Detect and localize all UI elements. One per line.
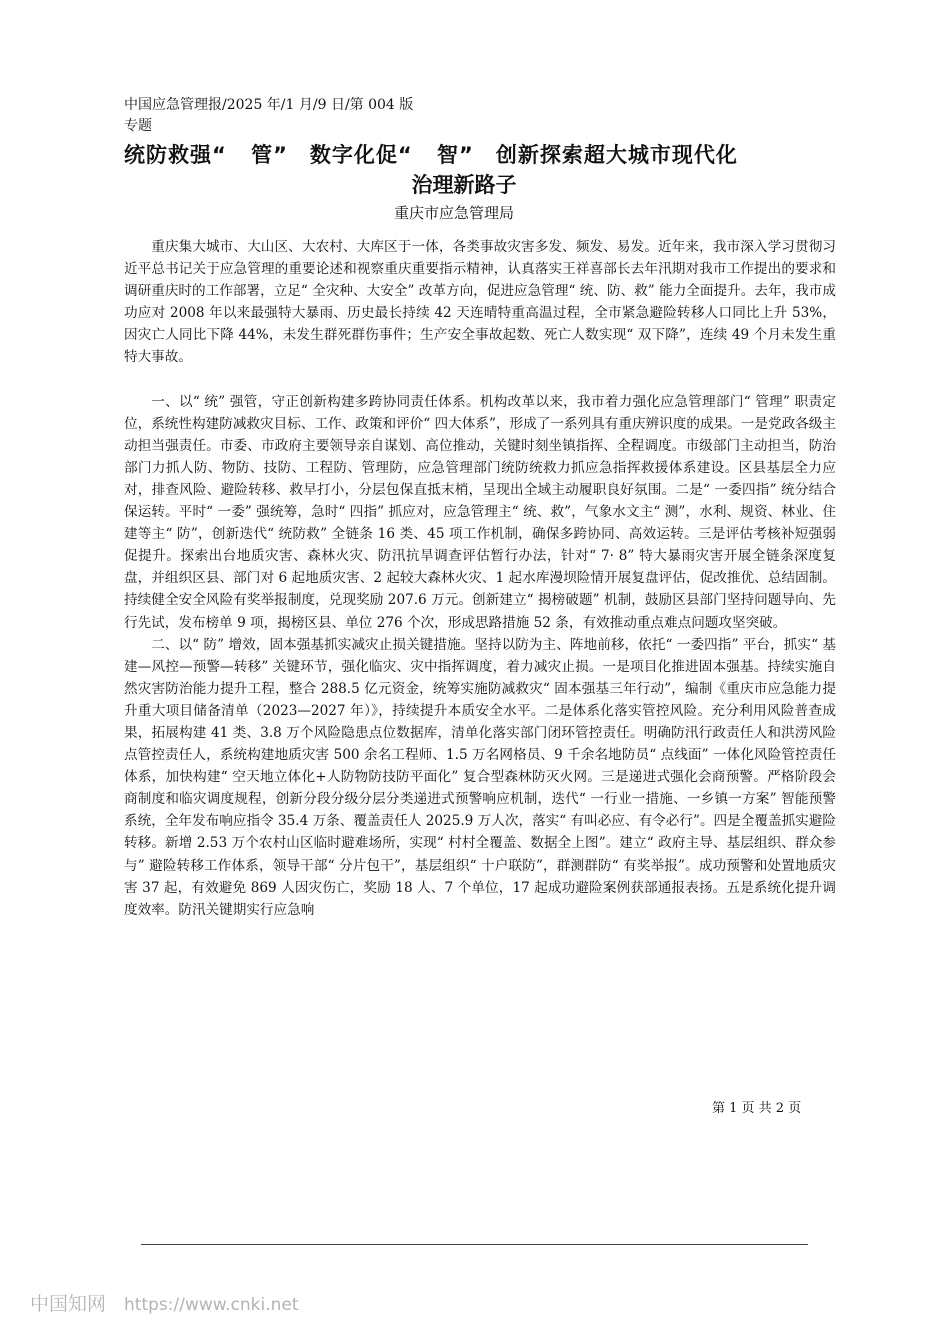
article-author: 重庆市应急管理局: [393, 204, 514, 222]
page-indicator: 第 1 页 共 2 页: [712, 1101, 802, 1116]
watermark-brand: 中国知网: [30, 1293, 107, 1315]
paragraph-section-2: 二、以“ 防” 增效，固本强基抓实减灾止损关键措施。坚持以防为主、阵地前移，依托“ 一委四指” 平台，抓实“ 基建—风控—预警—转移” 关键环节，强化临灾、灾中指挥调度，着力减灾止损。一是项目化推进固本强基。持续实施自然灾害防治能力提升工程，整合 288.5 亿元资金，统筹实施防减救灾“ 固本强基三年行动”，编制《重庆市应急能力提升重大项目储备清单（2023—2027 年）》，持续提升本质安全水平。二是体系化落实管控风险。充分利用风险普查成果，拓展构建 41 类、3.8 万个风险隐患点位数据库，清单化落实部门闭环管控责任。明确防汛行政责任人和洪涝风险点管控责任人，系统构建地质灾害 500 余名工程师、1.5 万名网格员、9 千余名地防员“ 点线面” 一体化风险管控责任体系，加快构建“ 空天地立体化+人防物防技防平面化” 复合型森林防灭火网。三是递进式强化会商预警。严格阶段会商制度和临灾调度规程，创新分段分级分层分类递进式预警响应机制，迭代“ 一行业一措施、一乡镇一方案” 智能预警系统，全年发布响应指令 35.4 万条、覆盖责任人 2025.9 万人次，落实“ 有叫必应、有令必行”。四是全覆盖抓实避险转移。新增 2.53 万个农村山区临时避难场所，实现“ 村村全覆盖、数据全上图”。建立“ 政府主导、基层组织、群众参与” 避险转移工作体系，领导干部“ 分片包干”，基层组织“ 十户联防”，群测群防“ 有奖举报”。成功预警和处置地质灾害 37 起，有效避免 869 人因灾伤亡，奖励 18 人、7 个单位，17 起成功避险案例获部通报表扬。五是系统化提升调度效率。防汛关键期实行应急响: [124, 636, 836, 918]
article-title-line-1: 统防救强“ 管” 数字化促“ 智” 创新探索超大城市现代化: [124, 143, 738, 167]
article-body: [124, 236, 836, 921]
paragraph-section-1: 一、以“ 统” 强管，守正创新构建多跨协同责任体系。机构改革以来，我市着力强化应急管理部门“ 管理” 职责定位，系统性构建防减救灾目标、工作、政策和评价“ 四大体系”，形成了一系列具有重庆辨识度的成果。一是党政各级主动担当强责任。市委、市政府主要领导亲自谋划、高位推动，关键时刻坐镇指挥、全程调度。市级部门主动担当，防治部门力抓人防、物防、技防、工程防、管理防，应急管理部门统防统救力抓应急指挥救援体系建设。区县基层全力应对，排查风险、避险转移、救早打小，分层包保直抵末梢，呈现出全域主动履职良好氛围。二是“ 一委四指” 统分结合保运转。平时“ 一委” 强统筹，急时“ 四指” 抓应对，应急管理主“ 统、救”，气象水文主“ 测”，水利、规资、林业、住建等主“ 防”，创新迭代“ 统防救” 全链条 16 类、45 项工作机制，确保多跨协同、高效运转。三是评估考核补短强弱促提升。探索出台地质灾害、森林火灾、防汛抗旱调查评估暂行办法，针对“ 7· 8” 特大暴雨灾害开展全链条深度复盘，并组织区县、部门对 6 起地质灾害、2 起较大森林火灾、1 起水库漫坝险情开展复盘评估，促改推优、总结固制。持续健全安全风险有奖举报制度，兑现奖励 207.6 万元。创新建立“ 揭榜破题” 机制，鼓励区县部门坚持问题导向、先行先试，发布榜单 9 项，揭榜区县、单位 276 个次，形成思路措施 52 条，有效推动重点难点问题攻坚突破。: [124, 393, 836, 631]
footer-divider: [141, 1244, 808, 1245]
paragraph-intro: 重庆集大城市、大山区、大农村、大库区于一体，各类事故灾害多发、频发、易发。近年来，我市深入学习贯彻习近平总书记关于应急管理的重要论述和视察重庆重要指示精神，认真落实王祥喜部长去年汛期对我市工作提出的要求和调研重庆时的工作部署，立足“ 全灾种、大安全” 改革方向，促进应急管理“ 统、防、救” 能力全面提升。去年，我市成功应对 2008 年以来最强特大暴雨、历史最长持续 42 天连晴特重高温过程，全市紧急避险转移人口同比上升 53%，因灾亡人同比下降 44%，未发生群死群伤事件；生产安全事故起数、死亡人数实现“ 双下降”，连续 49 个月未发生重特大事故。: [124, 239, 836, 366]
watermark-site: https://www.cnki.net: [124, 1295, 299, 1315]
article-title-line-2: 治理新路子: [411, 173, 517, 197]
article-title: [124, 140, 824, 200]
cnki-watermark: [30, 1291, 299, 1318]
source-citation: 中国应急管理报/2025 年/1 月/9 日/第 004 版专题: [124, 97, 414, 134]
